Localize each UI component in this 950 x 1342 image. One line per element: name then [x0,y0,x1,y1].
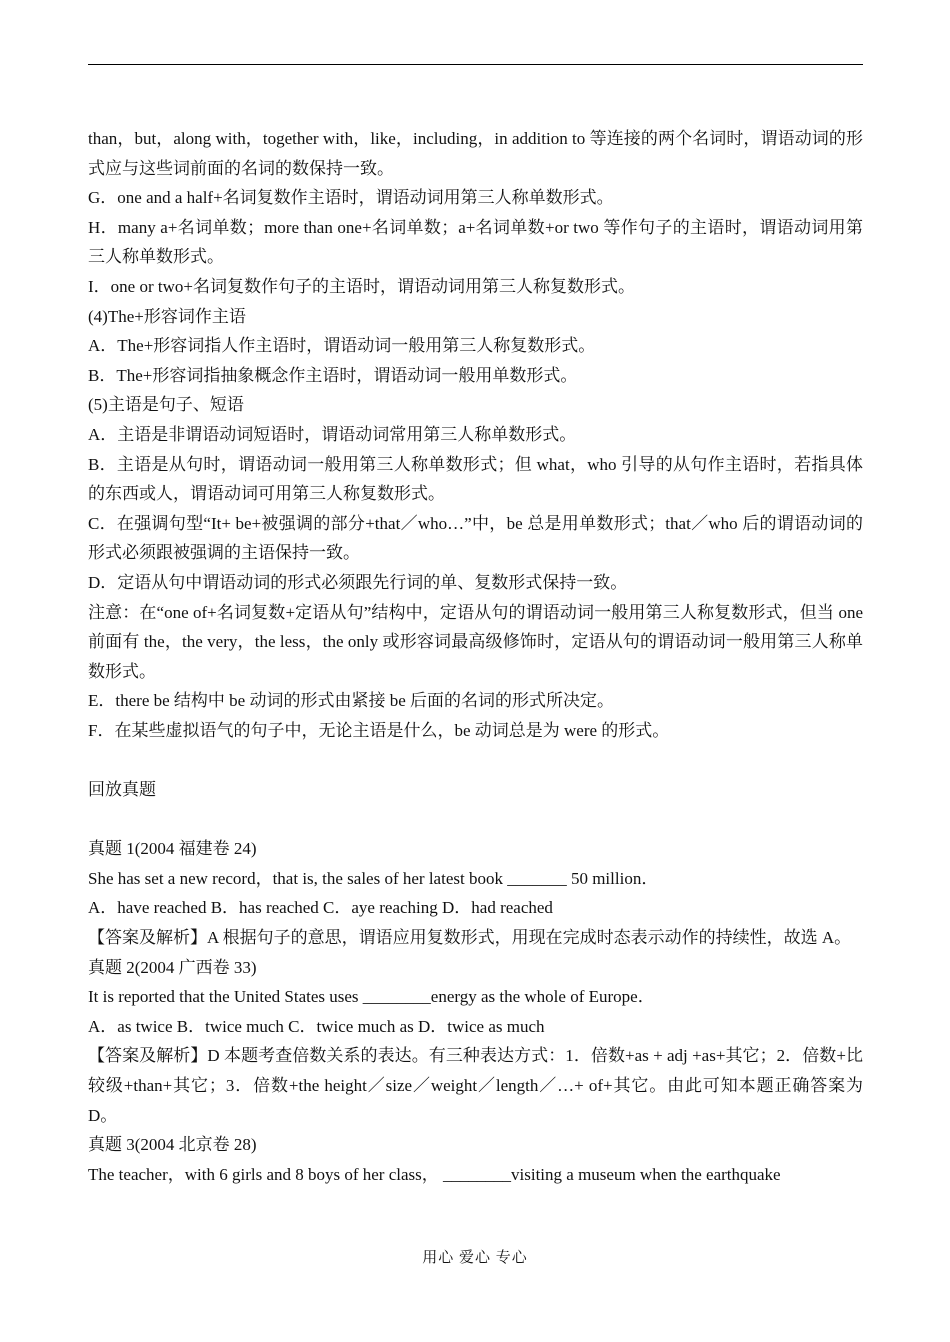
rule-5c: C．在强调句型“It+ be+被强调的部分+that／who…”中，be 总是用单数形式；that／who 后的谓语动词的形式必须跟被强调的主语保持一致。 [88,513,863,563]
paragraph-continuation: than，but，along with，together with，like，including，in addition to 等连接的两个名词时，谓语动词的形式应与这些词前面的名词的数保持一致。 [88,129,863,178]
page-footer: 用心 爱心 专心 [422,1250,528,1266]
question-1-title: 真题 1(2004 福建卷 24) [88,839,257,859]
rule-5a: A．主语是非谓语动词短语时，谓语动词常用第三人称单数形式。 [88,424,577,444]
section-heading-4: (4)The+形容词作主语 [88,306,246,326]
question-3-text: The teacher，with 6 girls and 8 boys of her class， ________visiting a museum when the earthquake [88,1164,781,1184]
rule-5f: F．在某些虚拟语气的句子中，无论主语是什么，be 动词总是为 were 的形式。 [88,720,670,740]
rule-4a: A．The+形容词指人作主语时，谓语动词一般用第三人称复数形式。 [88,336,596,356]
question-1-answer: 【答案及解析】A 根据句子的意思，谓语应用复数形式，用现在完成时态表示动作的持续性，故选 A。 [88,928,852,948]
note: 注意：在“one of+名词复数+定语从句”结构中，定语从句的谓语动词一般用第三人称复数形式，但当 one 前面有 the，the very，the less，the only 或形容词最高级修饰时，定语从句的谓语动词一般用第三人称单数形式。 [88,602,863,681]
section-title-review: 回放真题 [88,780,156,800]
question-1-options: A．have reached B．has reached C．aye reaching D．had reached [88,898,553,918]
rule-5d: D．定语从句中谓语动词的形式必须跟先行词的单、复数形式保持一致。 [88,572,628,592]
rule-4b: B．The+形容词指抽象概念作主语时，谓语动词一般用单数形式。 [88,365,578,385]
blank-line [88,805,863,835]
blank-line [88,745,863,775]
question-2-options: A．as twice B．twice much C．twice much as D．twice as much [88,1016,545,1036]
question-2-title: 真题 2(2004 广西卷 33) [88,957,257,977]
document-body [88,124,863,1189]
question-2-answer: 【答案及解析】D 本题考查倍数关系的表达。有三种表达方式：1．倍数+as + adj +as+其它；2．倍数+比较级+than+其它；3．倍数+the height／size／weight／length／…+ of+其它。由此可知本题正确答案为 D。 [88,1046,863,1125]
rule-h: H．many a+名词单数；more than one+名词单数；a+名词单数+or two 等作句子的主语时，谓语动词用第三人称单数形式。 [88,217,863,267]
rule-g: G．one and a half+名词复数作主语时，谓语动词用第三人称单数形式。 [88,188,614,208]
question-1-text: She has set a new record，that is, the sales of her latest book _______ 50 million． [88,868,659,888]
rule-5e: E．there be 结构中 be 动词的形式由紧接 be 后面的名词的形式所决定。 [88,691,614,711]
section-heading-5: (5)主语是句子、短语 [88,395,244,415]
question-2-text: It is reported that the United States uses ________energy as the whole of Europe． [88,987,655,1007]
question-3-title: 真题 3(2004 北京卷 28) [88,1135,257,1155]
rule-5b: B．主语是从句时，谓语动词一般用第三人称单数形式；但 what，who 引导的从句作主语时，若指具体的东西或人，谓语动词可用第三人称复数形式。 [88,454,863,504]
header-rule [88,64,863,65]
rule-i: I．one or two+名词复数作句子的主语时，谓语动词用第三人称复数形式。 [88,276,635,296]
